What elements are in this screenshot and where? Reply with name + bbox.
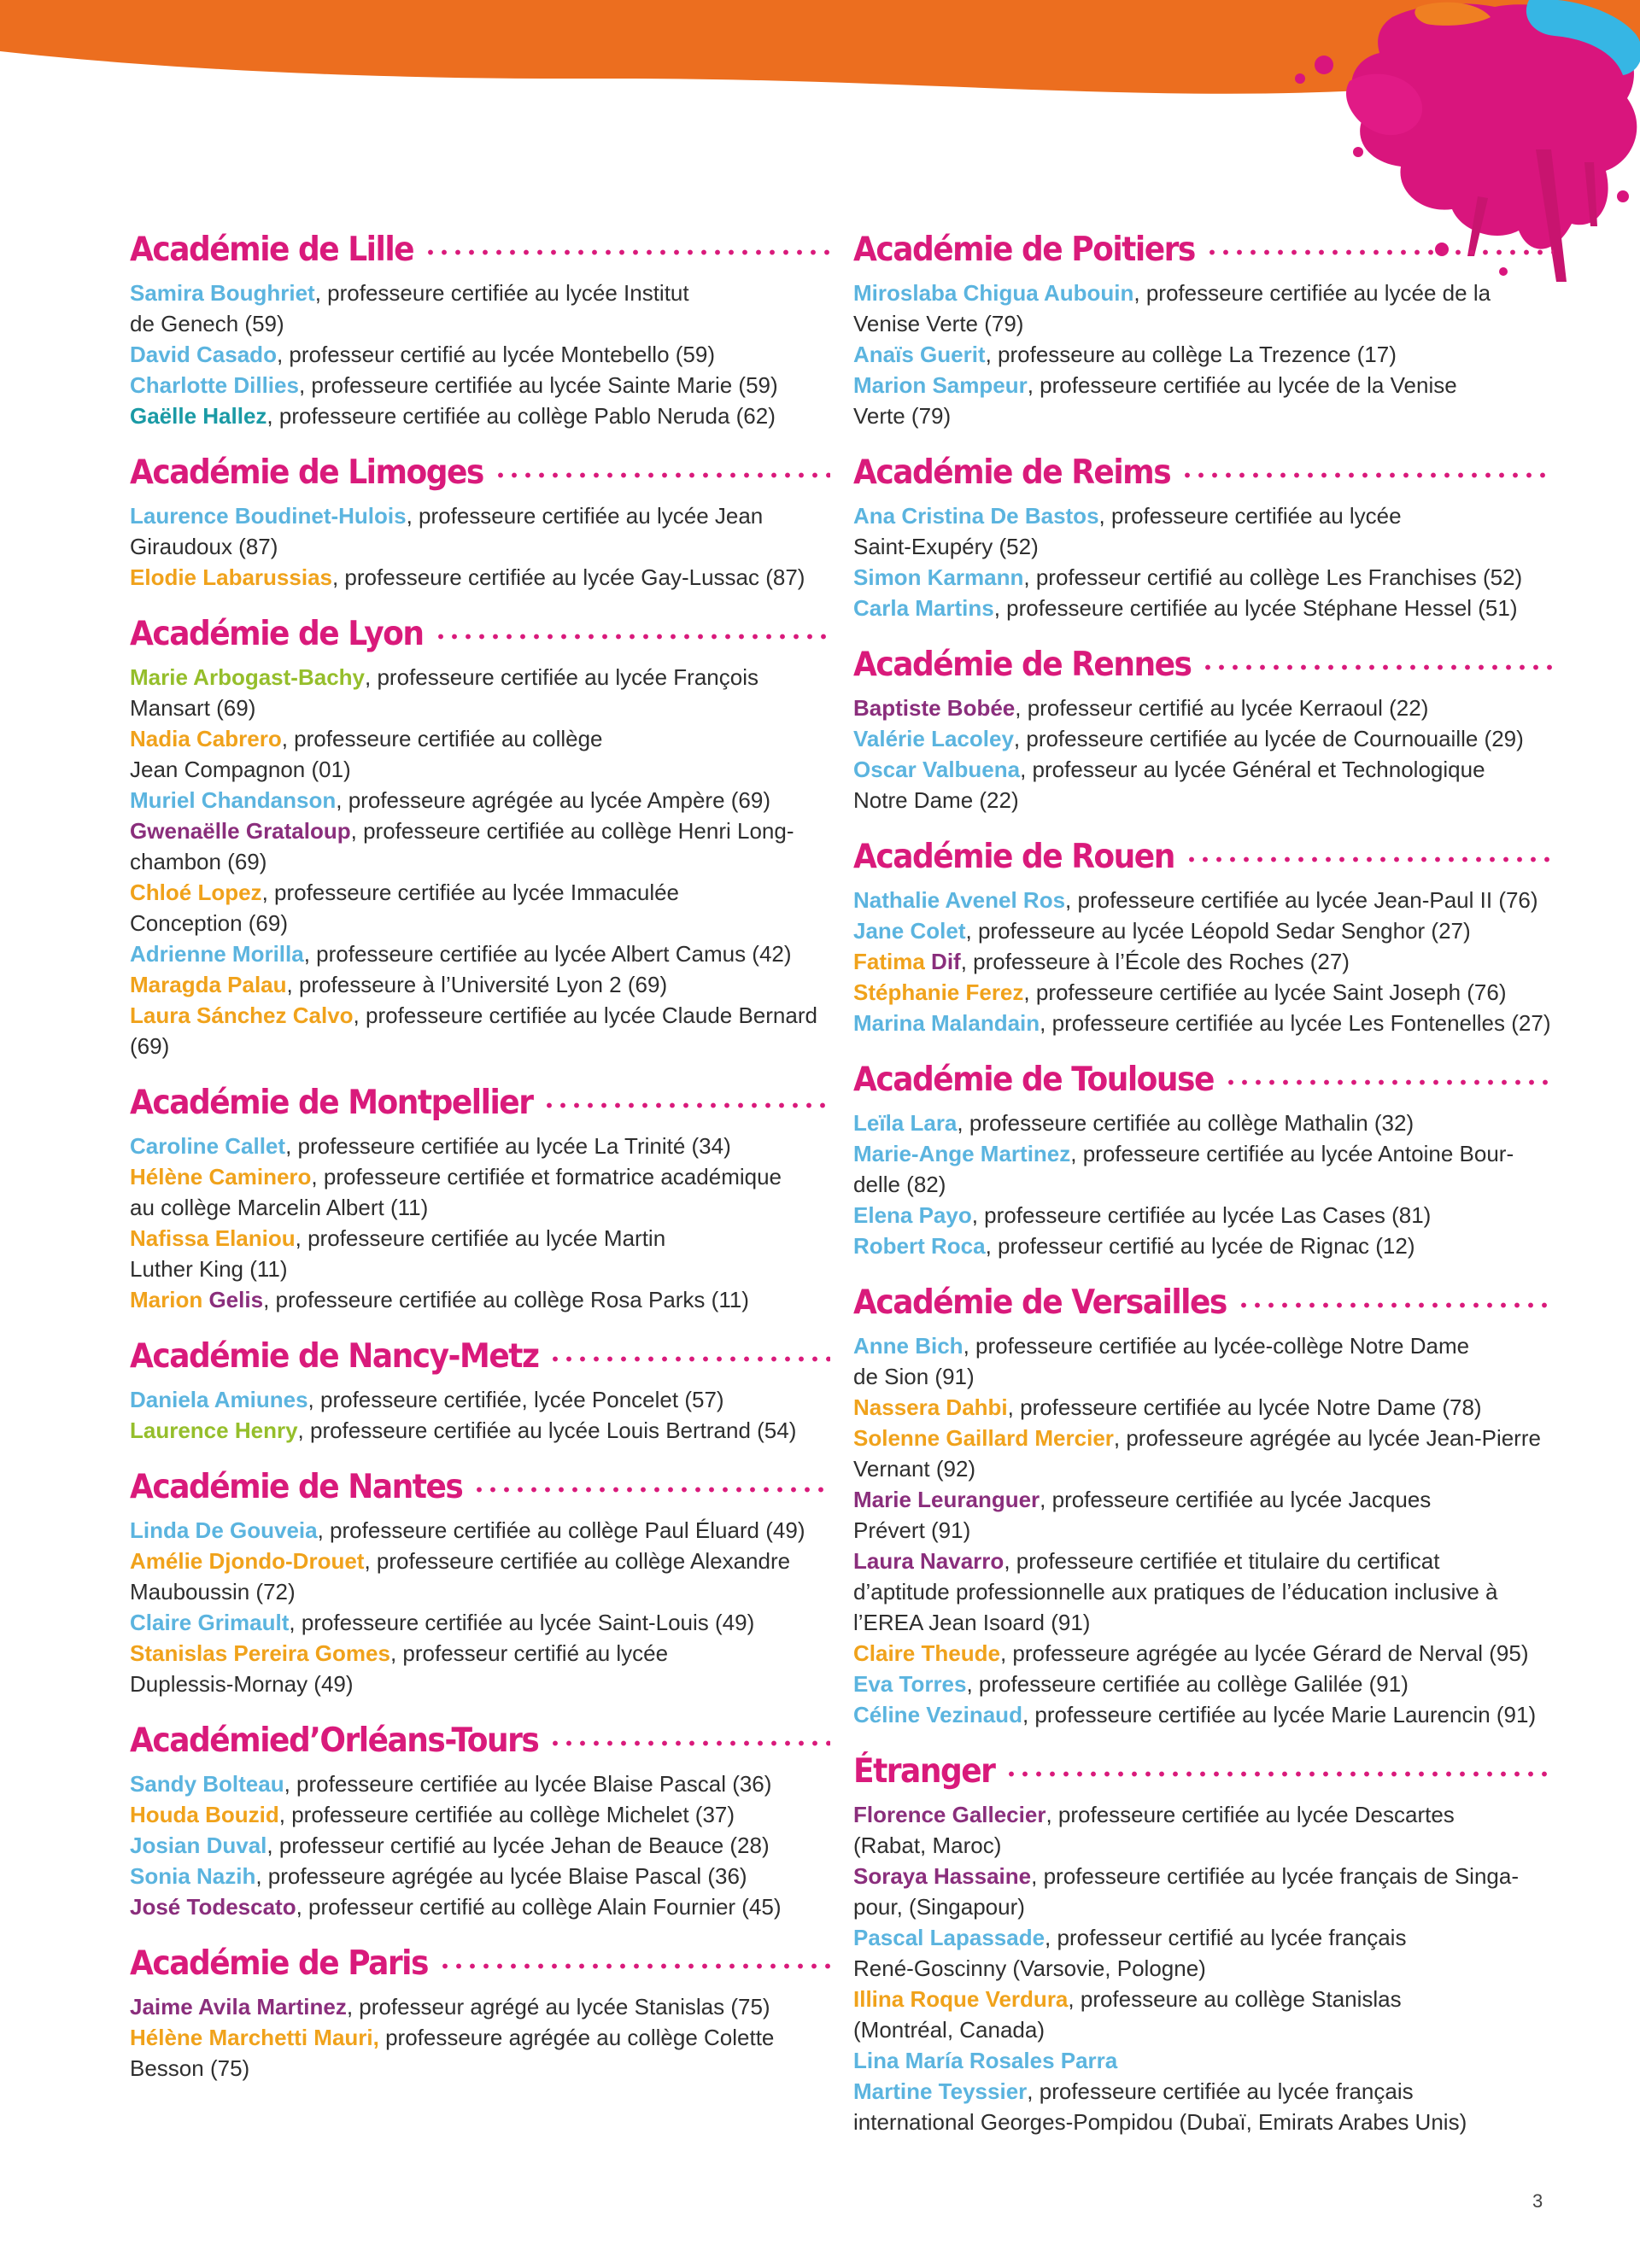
person-name: Laura Navarro	[853, 1548, 1004, 1574]
person-name: Jane Colet	[853, 918, 966, 944]
entry-text-cont: Besson (75)	[130, 2055, 250, 2081]
entry	[130, 1000, 830, 1061]
dotted-rule	[1205, 249, 1554, 255]
section-header	[853, 1285, 1554, 1320]
entry-text-cont: au collège Marcelin Albert (11)	[130, 1195, 429, 1220]
entry	[853, 1922, 1554, 1984]
dotted-rule	[1224, 1079, 1554, 1085]
entry-text: , professeure certifiée au collège Paul Éluard (49)	[317, 1517, 805, 1543]
entry	[130, 1131, 830, 1161]
person-name: Gaëlle Hallez	[130, 403, 267, 429]
entry-text: , professeure au collège La Trezence (17)	[985, 342, 1397, 367]
person-name: Hélène Marchetti Mauri,	[130, 2025, 379, 2050]
entry	[853, 754, 1554, 815]
section-title: Académie de Rennes	[853, 646, 1192, 684]
person-name: Oscar Valbuena	[853, 757, 1021, 782]
section-header	[853, 455, 1554, 490]
person-name: Samira Boughriet	[130, 280, 315, 306]
section-title: Académie de Toulouse	[853, 1061, 1214, 1099]
entry-text-cont: Mauboussin (72)	[130, 1579, 296, 1605]
person-name: Elena Payo	[853, 1202, 972, 1228]
entry	[130, 938, 830, 969]
entry-text: , professeure agrégée au lycée Blaise Pascal (36)	[255, 1863, 747, 1889]
entry-text: , professeure certifiée au lycée Las Cases (81)	[971, 1202, 1432, 1228]
entry	[130, 785, 830, 815]
person-name: Florence Gallecier	[853, 1802, 1046, 1827]
dotted-rule	[1201, 664, 1554, 670]
entry	[130, 339, 830, 370]
person-name: Sonia Nazih	[130, 1863, 256, 1889]
entry-text: , professeur certifié au lycée Jehan de Beauce (28)	[266, 1833, 770, 1858]
entry-text: , professeure certifiée au lycée Institut	[314, 280, 689, 306]
person-name: Daniela Amiunes	[130, 1387, 308, 1412]
person-name: Baptiste Bobée	[853, 695, 1016, 721]
entry	[130, 1891, 830, 1922]
entry-text: , professeure certifiée au lycée Les Fontenelles (27)	[1040, 1010, 1551, 1036]
dotted-rule	[1185, 856, 1554, 862]
entry-text-cont: Saint-Exupéry (52)	[853, 534, 1039, 559]
entry-text: , professeure certifiée au collège Galilée (91)	[966, 1671, 1409, 1697]
section-title: Académie de Nantes	[130, 1468, 463, 1506]
entry-text: , professeure certifiée au lycée Sainte Marie (59)	[298, 372, 778, 398]
person-name: Marie Arbogast-Bachy	[130, 664, 365, 690]
entry	[130, 1223, 830, 1284]
entry	[853, 1108, 1554, 1138]
entry-text: , professeur certifié au lycée Montebello (59)	[276, 342, 715, 367]
person-name: Amélie Djondo-Drouet	[130, 1548, 365, 1574]
section-header	[853, 647, 1554, 682]
person-name: Lina María Rosales Parra	[853, 2048, 1118, 2073]
person-name: Simon Karmann	[853, 564, 1024, 590]
entry	[130, 278, 830, 339]
entry-text-cont: Duplessis-Mornay (49)	[130, 1671, 354, 1697]
entry-text: , professeure certifiée au lycée Jacques	[1040, 1487, 1432, 1512]
right-column	[853, 232, 1554, 2161]
dotted-rule	[1237, 1302, 1554, 1308]
person-name: Marion Sampeur	[853, 372, 1028, 398]
section-header	[130, 1339, 830, 1374]
person-name: Claire Theude	[853, 1640, 1000, 1666]
dotted-rule	[548, 1740, 830, 1746]
person-name: Robert Roca	[853, 1233, 986, 1259]
entry-text: , professeure certifiée au lycée Notre Dame (78)	[1007, 1394, 1482, 1420]
entry-text: , professeure certifiée au collège Rosa Parks (11)	[263, 1287, 749, 1312]
entry	[130, 370, 830, 400]
entry	[130, 969, 830, 1000]
entry-text: , professeure certifiée au lycée La Trinité (34)	[285, 1133, 731, 1159]
person-name: Hélène Caminero	[130, 1164, 312, 1190]
entry-text-cont: de Sion (91)	[853, 1364, 975, 1389]
section-academie-montpellier	[130, 1085, 830, 1315]
entry-text-cont: Jean Compagnon (01)	[130, 757, 351, 782]
section-academie-nancy-metz	[130, 1339, 830, 1446]
person-name: Jaime Avila Martinez	[130, 1994, 347, 2020]
entry	[130, 1415, 830, 1446]
person-name: Marion	[130, 1287, 203, 1312]
entry-text-cont: Conception (69)	[130, 910, 288, 936]
entry-text: , professeur certifié au lycée Kerraoul (22)	[1015, 695, 1429, 721]
entry-text: , professeure certifiée au lycée François	[365, 664, 758, 690]
section-header	[130, 617, 830, 652]
entry	[130, 877, 830, 938]
entry	[853, 2045, 1554, 2076]
entry-text-cont: delle (82)	[853, 1172, 946, 1197]
entry-text: , professeure certifiée et titulaire du certificat	[1004, 1548, 1440, 1574]
entry-text: , professeure certifiée au lycée Descartes	[1046, 1802, 1455, 1827]
section-academie-orleans-tours	[130, 1723, 830, 1922]
entry-text: , professeure certifiée au lycée de la Venise	[1027, 372, 1457, 398]
person-name: Chloé Lopez	[130, 880, 262, 905]
person-name: Sandy Bolteau	[130, 1771, 284, 1797]
person-name: Gwenaëlle Grataloup	[130, 818, 351, 844]
entry-text: , professeure au collège Stanislas	[1068, 1986, 1402, 2012]
entry-text: , professeure certifiée au lycée Immaculée	[261, 880, 680, 905]
entry	[853, 562, 1554, 593]
entry-text: , professeure agrégée au lycée Gérard de Nerval (95)	[999, 1640, 1529, 1666]
dotted-rule	[434, 634, 830, 640]
section-header	[853, 1062, 1554, 1097]
section-academie-limoges	[130, 455, 830, 593]
entry-text: , professeure certifiée au collège Henri Long-	[350, 818, 794, 844]
entry-text: , professeure certifiée au collège Pablo Neruda (62)	[266, 403, 776, 429]
entry-text: , professeur certifié au lycée français	[1045, 1925, 1407, 1950]
person-name: Anaïs Guerit	[853, 342, 986, 367]
entry-text: , professeure certifiée au lycée Marie Laurencin (91)	[1022, 1702, 1537, 1727]
entry	[853, 1423, 1554, 1484]
entry-text: , professeure certifiée au collège	[281, 726, 603, 751]
entry-text: , professeure certifiée au lycée Blaise Pascal (36)	[284, 1771, 772, 1797]
entry	[853, 1799, 1554, 1861]
entry-text: , professeur certifié au collège Alain Fournier (45)	[296, 1894, 782, 1920]
dotted-rule	[424, 249, 830, 255]
person-name: Nafissa Elaniou	[130, 1225, 296, 1251]
entry-text: , professeure certifiée au lycée	[1098, 503, 1402, 529]
entry	[130, 815, 830, 877]
entry	[130, 1768, 830, 1799]
person-name: Marina Malandain	[853, 1010, 1040, 1036]
person-name: Nadia Cabrero	[130, 726, 282, 751]
entry-text: , professeure à l’Université Lyon 2 (69)	[286, 972, 668, 997]
section-etranger	[853, 1754, 1554, 2137]
entry	[853, 1008, 1554, 1038]
person-name: Muriel Chandanson	[130, 787, 337, 813]
entry	[853, 1330, 1554, 1392]
entry	[853, 370, 1554, 431]
entry-text: , professeure certifiée au lycée Claude Bernard (69)	[130, 1002, 817, 1059]
dotted-rule	[1004, 1771, 1554, 1777]
entry-text-cont: (Rabat, Maroc)	[853, 1833, 1002, 1858]
person-name: Solenne Gaillard Mercier	[853, 1425, 1114, 1451]
entry	[130, 1384, 830, 1415]
person-name: Caroline Callet	[130, 1133, 286, 1159]
person-name: Céline Vezinaud	[853, 1702, 1022, 1727]
person-name-part2: Dif	[924, 949, 961, 974]
section-header	[130, 1470, 830, 1505]
entry-text-cont2: l’EREA Jean Isoard (91)	[853, 1610, 1091, 1635]
section-academie-versailles	[853, 1285, 1554, 1730]
entry-text: , professeur agrégé au lycée Stanislas (75)	[346, 1994, 770, 2020]
section-academie-toulouse	[853, 1062, 1554, 1261]
entry	[130, 1799, 830, 1830]
section-academie-reims	[853, 455, 1554, 623]
entry-text: , professeure certifiée au lycée Gay-Lussac (87)	[331, 564, 805, 590]
section-header	[130, 455, 830, 490]
entry	[853, 1392, 1554, 1423]
entry	[853, 1138, 1554, 1200]
entry	[130, 662, 830, 723]
person-name: Linda De Gouveia	[130, 1517, 318, 1543]
entry	[130, 562, 830, 593]
entry-text: , professeure certifiée et formatrice académique	[311, 1164, 782, 1190]
entry	[853, 723, 1554, 754]
entry-text: , professeure certifiée au lycée de Cournouaille (29)	[1013, 726, 1524, 751]
section-header	[853, 1754, 1554, 1789]
section-academie-rouen	[853, 839, 1554, 1038]
entry	[130, 500, 830, 562]
person-name: Miroslaba Chigua Aubouin	[853, 280, 1134, 306]
entry	[853, 946, 1554, 977]
person-name: Soraya Hassaine	[853, 1863, 1032, 1889]
entry-text: , professeure certifiée au collège Mathalin (32)	[957, 1110, 1414, 1136]
entry	[130, 1284, 830, 1315]
person-name: Laurence Boudinet-Hulois	[130, 503, 407, 529]
page-number: 3	[1532, 2190, 1543, 2212]
person-name: Eva Torres	[853, 1671, 967, 1697]
section-title: Académie de Reims	[853, 453, 1171, 492]
entry-text-cont: Venise Verte (79)	[853, 311, 1024, 336]
entry-text-cont: international Georges-Pompidou (Dubaï, Emirats Arabes Unis)	[853, 2109, 1467, 2135]
entry-text-cont: Notre Dame (22)	[853, 787, 1019, 813]
section-title: Académie de Montpellier	[130, 1084, 533, 1122]
entry-text: , professeur certifié au lycée de Rignac (12)	[985, 1233, 1415, 1259]
entry-text: , professeure certifiée au collège Michelet (37)	[278, 1802, 735, 1827]
entry-text: , professeure certifiée au lycée Jean	[406, 503, 764, 529]
entry-text: , professeure certifiée au lycée français de Singa-	[1031, 1863, 1519, 1889]
entry	[130, 1546, 830, 1607]
section-title: Académie de Rouen	[853, 838, 1174, 876]
entry-text: , professeure certifiée au lycée Saint-Louis (49)	[289, 1610, 755, 1635]
person-name: Carla Martins	[853, 595, 994, 621]
section-header	[853, 839, 1554, 874]
entry	[853, 339, 1554, 370]
section-academie-nantes	[130, 1470, 830, 1699]
entry-text: , professeure certifiée au lycée français	[1027, 2078, 1414, 2104]
entry	[853, 1638, 1554, 1669]
entry	[853, 1484, 1554, 1546]
person-name: Illina Roque Verdura	[853, 1986, 1069, 2012]
entry-text: , professeure certifiée au lycée de la	[1133, 280, 1491, 306]
person-name: Houda Bouzid	[130, 1802, 279, 1827]
person-name: Laurence Henry	[130, 1418, 298, 1443]
entry	[130, 1991, 830, 2022]
entry-text-cont: Luther King (11)	[130, 1256, 288, 1282]
entry-text-cont: de Genech (59)	[130, 311, 284, 336]
section-header	[130, 1946, 830, 1981]
person-name-part2: Gelis	[202, 1287, 264, 1312]
section-title: Académie de Poitiers	[853, 231, 1195, 269]
person-name: Laura Sánchez Calvo	[130, 1002, 354, 1028]
entry-text-cont: Verte (79)	[853, 403, 952, 429]
section-header	[853, 232, 1554, 267]
person-name: Elodie Labarussias	[130, 564, 332, 590]
section-title: Académie de Paris	[130, 1944, 428, 1983]
entry	[853, 1984, 1554, 2045]
entry	[853, 1699, 1554, 1730]
section-title: Étranger	[853, 1752, 995, 1791]
entry	[130, 400, 830, 431]
entry-text: , professeure certifiée au lycée Saint Joseph (76)	[1023, 979, 1507, 1005]
entry	[853, 693, 1554, 723]
person-name: Charlotte Dillies	[130, 372, 299, 398]
person-name: Marie-Ange Martinez	[853, 1141, 1071, 1166]
entry-text: , professeure certifiée, lycée Poncelet (57)	[308, 1387, 724, 1412]
entry-text: , professeure certifiée au lycée Martin	[295, 1225, 666, 1251]
entry	[853, 2076, 1554, 2137]
dotted-rule	[494, 472, 830, 478]
person-name: Martine Teyssier	[853, 2078, 1028, 2104]
person-name: David Casado	[130, 342, 277, 367]
entry	[853, 593, 1554, 623]
entry	[853, 885, 1554, 915]
section-academie-rennes	[853, 647, 1554, 815]
section-header	[130, 232, 830, 267]
entry-text: , professeure certifiée au collège Alexandre	[364, 1548, 791, 1574]
entry	[853, 1861, 1554, 1922]
entry	[853, 278, 1554, 339]
entry-text: , professeure certifiée au lycée Louis Bertrand (54)	[297, 1418, 797, 1443]
entry	[853, 1546, 1554, 1638]
entry-text-cont: Prévert (91)	[853, 1517, 971, 1543]
entry	[853, 1200, 1554, 1230]
entry	[130, 1861, 830, 1891]
person-name: Marie Leuranguer	[853, 1487, 1040, 1512]
person-name: Ana Cristina De Bastos	[853, 503, 1099, 529]
dotted-rule	[548, 1356, 830, 1362]
section-academie-paris	[130, 1946, 830, 2084]
dotted-rule	[542, 1102, 830, 1108]
entry-text: , professeur au lycée Général et Technologique	[1020, 757, 1485, 782]
entry-text: , professeur certifié au lycée	[390, 1640, 669, 1666]
entry	[130, 723, 830, 785]
entry-text-cont: René-Goscinny (Varsovie, Pologne)	[853, 1955, 1206, 1981]
section-academie-poitiers	[853, 232, 1554, 431]
entry	[130, 1515, 830, 1546]
entry	[853, 1669, 1554, 1699]
dotted-rule	[438, 1963, 830, 1969]
entry-text: , professeure certifiée au lycée Jean-Paul II (76)	[1065, 887, 1538, 913]
section-title: Académie de Lyon	[130, 615, 424, 653]
section-title: Académie de Nancy-Metz	[130, 1337, 539, 1376]
person-name: Fatima	[853, 949, 925, 974]
person-name: Claire Grimault	[130, 1610, 290, 1635]
entry	[853, 1230, 1554, 1261]
entry	[853, 500, 1554, 562]
section-title: Académie de Limoges	[130, 453, 483, 492]
person-name: Stéphanie Ferez	[853, 979, 1024, 1005]
entry-text: , professeure certifiée au lycée-collège Notre Dame	[963, 1333, 1470, 1359]
person-name: Stanislas Pereira Gomes	[130, 1640, 390, 1666]
entry	[853, 977, 1554, 1008]
entry-text: professeure agrégée au collège Colette	[378, 2025, 775, 2050]
left-column	[130, 232, 830, 2107]
entry-text-cont: d’aptitude professionnelle aux pratiques de l’éducation inclusive à	[853, 1579, 1498, 1605]
entry-text: , professeure certifiée au lycée Stéphane Hessel (51)	[993, 595, 1518, 621]
person-name: José Todescato	[130, 1894, 296, 1920]
entry-text: , professeure au lycée Léopold Sedar Senghor (27)	[965, 918, 1471, 944]
person-name: Nassera Dahbi	[853, 1394, 1008, 1420]
section-academie-lyon	[130, 617, 830, 1061]
entry-text: , professeur certifié au collège Les Franchises (52)	[1023, 564, 1523, 590]
entry-text-cont: pour, (Singapour)	[853, 1894, 1025, 1920]
section-title: Académie de Lille	[130, 231, 414, 269]
section-title: Académied’Orléans-Tours	[130, 1721, 539, 1760]
person-name: Maragda Palau	[130, 972, 287, 997]
entry-text-cont: chambon (69)	[130, 849, 267, 874]
entry-text-cont: Giraudoux (87)	[130, 534, 278, 559]
entry	[130, 1607, 830, 1638]
entry	[130, 1638, 830, 1699]
entry	[130, 2022, 830, 2084]
entry-text-cont: (Montréal, Canada)	[853, 2017, 1045, 2043]
entry-text: , professeure agrégée au lycée Ampère (69)	[336, 787, 770, 813]
entry	[853, 915, 1554, 946]
dotted-rule	[472, 1487, 830, 1493]
entry-text: , professeure agrégée au lycée Jean-Pierre	[1113, 1425, 1541, 1451]
entry-text: , professeure certifiée au lycée Antoine Bour-	[1070, 1141, 1514, 1166]
section-header	[130, 1723, 830, 1758]
person-name: Josian Duval	[130, 1833, 267, 1858]
entry-text: , professeure à l’École des Roches (27)	[960, 949, 1350, 974]
person-name: Adrienne Morilla	[130, 941, 304, 967]
person-name: Valérie Lacoley	[853, 726, 1014, 751]
person-name: Leïla Lara	[853, 1110, 958, 1136]
section-academie-lille	[130, 232, 830, 431]
person-name: Nathalie Avenel Ros	[853, 887, 1066, 913]
person-name: Pascal Lapassade	[853, 1925, 1046, 1950]
person-name: Anne Bich	[853, 1333, 964, 1359]
entry-text-cont: Vernant (92)	[853, 1456, 976, 1482]
dotted-rule	[1180, 472, 1554, 478]
entry	[130, 1161, 830, 1223]
entry-text: , professeure certifiée au lycée Albert Camus (42)	[303, 941, 792, 967]
entry-text-cont: Mansart (69)	[130, 695, 256, 721]
section-header	[130, 1085, 830, 1120]
section-title: Académie de Versailles	[853, 1283, 1227, 1322]
entry	[130, 1830, 830, 1861]
